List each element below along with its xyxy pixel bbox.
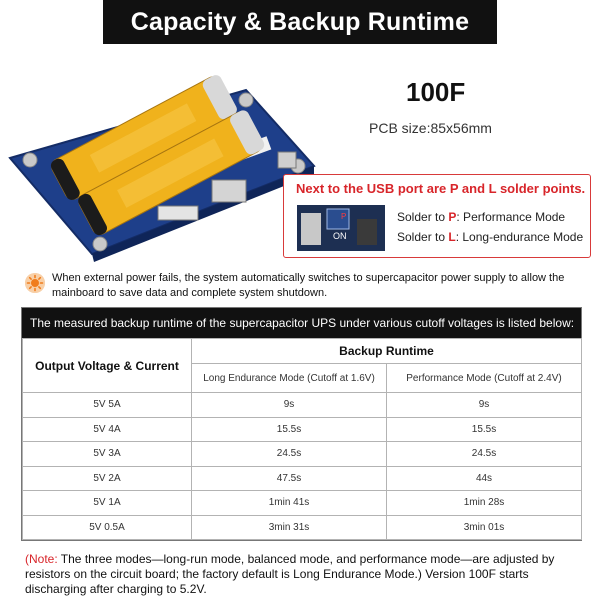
solder-l-key: L: [448, 230, 456, 244]
solder-l-line: Solder to L: Long-endurance Mode: [397, 230, 584, 244]
sun-icon: [25, 273, 45, 293]
solder-callout-title: Next to the USB port are P and L solder points.: [296, 181, 586, 196]
table-row: 5V 4A 15.5s 15.5s: [23, 417, 582, 442]
long-endurance-header: Long Endurance Mode (Cutoff at 1.6V): [192, 364, 387, 393]
backup-runtime-table: [21, 307, 582, 541]
footnote-label: (Note:: [25, 552, 58, 566]
pcb-size-label: PCB size:85x56mm: [369, 120, 492, 136]
solder-p-key: P: [448, 210, 457, 224]
mode-footnote: [25, 552, 585, 597]
svg-text:P: P: [341, 212, 347, 221]
model-number: 100F: [406, 77, 466, 107]
table-row: 5V 3A 24.5s 24.5s: [23, 442, 582, 467]
output-column-header: Output Voltage & Current: [23, 339, 192, 393]
product-image: [8, 48, 320, 266]
solder-points-thumbnail: [297, 205, 385, 251]
svg-text:ON: ON: [333, 231, 347, 241]
footnote-text: The three modes—long-run mode, balanced mode, and performance mode—are adjusted by resistors on the circuit board; the factory default is Long Endurance Mode.) Version 100F starts discharging after charging to 5.2V.: [25, 552, 555, 596]
table-row: 5V 1A 1min 41s 1min 28s: [23, 491, 582, 516]
table-row: 5V 5A 9s 9s: [23, 393, 582, 418]
table-row: 5V 0.5A 3min 31s 3min 01s: [23, 515, 582, 540]
table-row: 5V 2A 47.5s 44s: [23, 466, 582, 491]
page-title: Capacity & Backup Runtime: [103, 0, 497, 44]
power-failure-notice: When external power fails, the system automatically switches to supercapacitor power supply to allow the mainboard to save data and complete system shutdown.: [52, 272, 565, 299]
performance-header: Performance Mode (Cutoff at 2.4V): [387, 364, 582, 393]
table-title: The measured backup runtime of the supercapacitor UPS under various cutoff voltages is listed below:: [22, 308, 581, 338]
backup-runtime-header: Backup Runtime: [192, 339, 582, 364]
solder-p-line: Solder to P: Performance Mode: [397, 210, 566, 224]
solder-points-callout: [283, 174, 591, 258]
